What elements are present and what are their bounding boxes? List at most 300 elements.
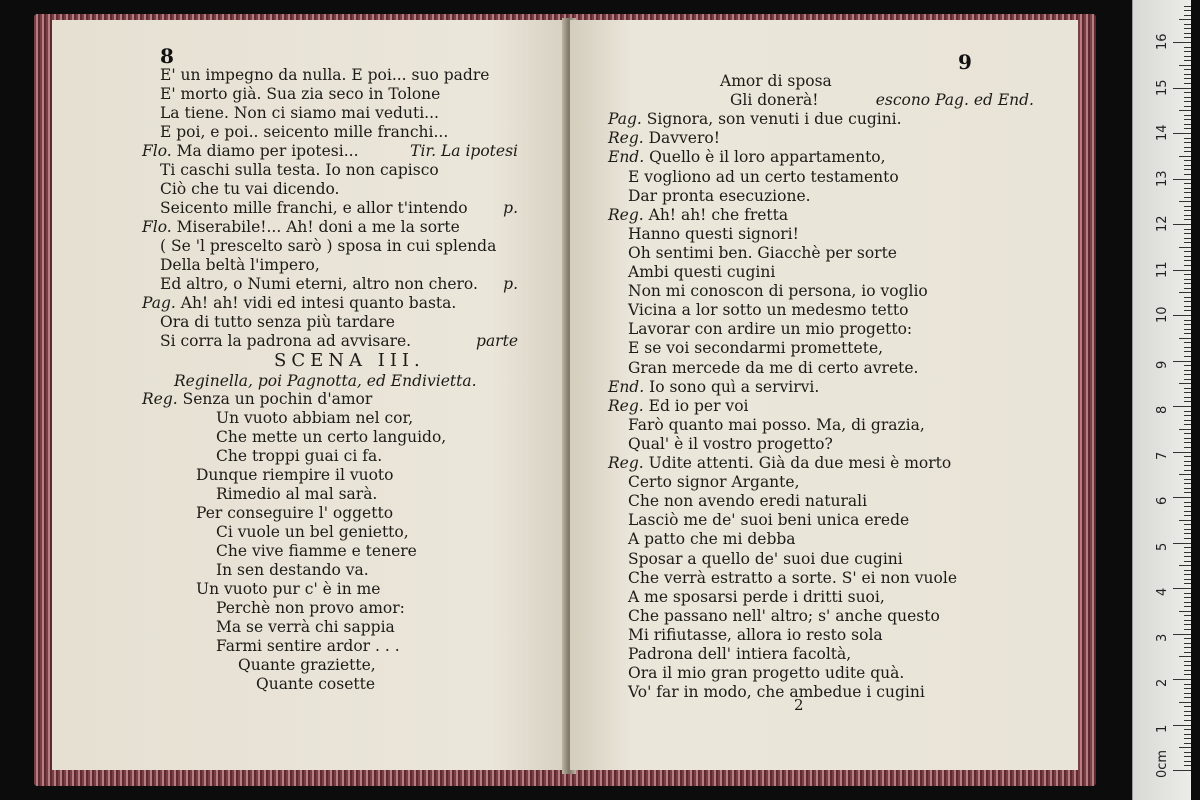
ruler-tick xyxy=(1184,461,1191,462)
ruler-tick xyxy=(1184,547,1191,548)
line-text: Si corra la padrona ad avvisare. xyxy=(160,332,412,350)
ruler-tick xyxy=(1184,101,1191,102)
ruler-tick xyxy=(1184,538,1191,539)
ruler-tick xyxy=(1179,656,1191,657)
text-line xyxy=(628,320,912,338)
line-text: Per conseguire l' oggetto xyxy=(196,504,394,522)
ruler-tick xyxy=(1184,356,1191,357)
text-line xyxy=(216,618,395,636)
ruler-tick xyxy=(1173,224,1191,225)
ruler-tick xyxy=(1184,56,1191,57)
ruler-tick xyxy=(1184,310,1191,311)
ruler-tick xyxy=(1184,251,1191,252)
ruler-tick xyxy=(1179,383,1191,384)
ruler-tick xyxy=(1184,502,1191,503)
ruler-tick xyxy=(1184,78,1191,79)
ruler-tick xyxy=(1184,442,1191,443)
ruler-tick xyxy=(1173,42,1191,43)
ruler-tick xyxy=(1184,183,1191,184)
ruler-tick xyxy=(1184,556,1191,557)
ruler-tick xyxy=(1184,729,1191,730)
text-line xyxy=(608,397,748,415)
cast-line: Reginella, poi Pagnotta, ed Endivietta. xyxy=(174,372,477,390)
speaker-label: Flo. xyxy=(142,142,177,160)
text-line xyxy=(628,664,904,682)
ruler-tick xyxy=(1184,297,1191,298)
ruler-tick xyxy=(1184,15,1191,16)
line-text: Vicina a lor sotto un medesmo tetto xyxy=(628,301,909,320)
line-text: In sen destando va. xyxy=(216,561,369,579)
line-text: E poi, e poi.. seicento mille franchi... xyxy=(160,123,449,141)
ruler-tick xyxy=(1173,179,1191,180)
ruler-tick xyxy=(1184,561,1191,562)
text-line xyxy=(160,199,468,217)
ruler-tick xyxy=(1179,65,1191,66)
line-text: Perchè non provo amor: xyxy=(216,599,405,617)
ruler-tick xyxy=(1184,160,1191,161)
text-line xyxy=(628,244,897,262)
line-text: Non mi conoscon di persona, io voglio xyxy=(628,282,928,301)
text-line xyxy=(216,599,405,617)
ruler-tick xyxy=(1184,734,1191,735)
line-text: Che mette un certo languido, xyxy=(216,428,447,446)
line-text: Ma diamo per ipotesi... xyxy=(176,142,359,160)
text-line xyxy=(628,282,928,300)
text-line xyxy=(142,390,372,408)
ruler-tick xyxy=(1184,238,1191,239)
ruler-tick xyxy=(1184,324,1191,325)
ruler-tick xyxy=(1184,60,1191,61)
ruler-tick xyxy=(1184,415,1191,416)
ruler-tick xyxy=(1184,165,1191,166)
ruler-tick xyxy=(1184,28,1191,29)
line-text: Oh sentimi ben. Giacchè per sorte xyxy=(628,243,897,262)
line-text: Ah! ah! vidi ed intesi quanto basta. xyxy=(180,294,457,312)
ruler-tick xyxy=(1184,106,1191,107)
text-line xyxy=(608,454,951,472)
line-text: Vo' far in modo, che ambedue i cugini xyxy=(628,683,925,702)
ruler-tick xyxy=(1184,506,1191,507)
text-line xyxy=(160,66,489,84)
text-line xyxy=(160,275,478,293)
line-text: Che passano nell' altro; s' anche questo xyxy=(628,606,940,625)
ruler-tick xyxy=(1184,743,1191,744)
ruler-tick xyxy=(1184,652,1191,653)
ruler-tick xyxy=(1184,602,1191,603)
text-line xyxy=(216,485,377,503)
text-line xyxy=(628,168,899,186)
text-line xyxy=(216,637,400,655)
ruler-tick xyxy=(1179,611,1191,612)
text-line xyxy=(216,561,369,579)
line-text: A me sposarsi perde i dritti suoi, xyxy=(628,587,885,606)
ruler-tick xyxy=(1184,283,1191,284)
ruler-tick xyxy=(1184,738,1191,739)
ruler-tick xyxy=(1184,752,1191,753)
ruler-tick xyxy=(1184,37,1191,38)
text-line xyxy=(216,542,417,560)
text-line xyxy=(628,607,940,625)
ruler-tick xyxy=(1173,361,1191,362)
ruler-number: 1 xyxy=(1155,724,1170,733)
ruler-tick xyxy=(1179,702,1191,703)
line-text: Lavorar con ardire un mio progetto: xyxy=(628,320,913,339)
ruler-tick xyxy=(1184,128,1191,129)
ruler-tick xyxy=(1184,147,1191,148)
text-line xyxy=(160,332,411,350)
line-text: Udite attenti. Già da due mesi è morto xyxy=(648,454,952,472)
line-text: E vogliono ad un certo testamento xyxy=(628,167,899,186)
text-line xyxy=(720,72,832,90)
ruler-tick xyxy=(1184,570,1191,571)
text-line xyxy=(160,85,440,103)
line-text: Dunque riempire il vuoto xyxy=(196,466,394,484)
ruler-tick xyxy=(1184,433,1191,434)
ruler-tick xyxy=(1173,406,1191,407)
line-text: Ora di tutto senza più tardare xyxy=(160,313,395,331)
line-text: Ah! ah! che fretta xyxy=(648,205,789,224)
ruler-tick xyxy=(1179,520,1191,521)
text-line xyxy=(608,378,819,396)
text-line xyxy=(628,416,925,434)
ruler-tick xyxy=(1184,329,1191,330)
ruler-tick xyxy=(1184,301,1191,302)
ruler-tick xyxy=(1184,24,1191,25)
ruler-tick xyxy=(1184,479,1191,480)
line-text: Padrona dell' intiera facoltà, xyxy=(628,645,852,663)
text-line xyxy=(160,256,320,274)
ruler-tick xyxy=(1184,533,1191,534)
ruler-tick xyxy=(1184,761,1191,762)
ruler-tick xyxy=(1184,233,1191,234)
text-line xyxy=(608,206,788,224)
text-line xyxy=(238,656,376,674)
line-text: Quante cosette xyxy=(256,675,376,693)
ruler-number: 10 xyxy=(1155,306,1170,323)
text-line xyxy=(628,626,883,644)
line-text: Un vuoto pur c' è in me xyxy=(196,580,381,598)
line-text: Ma se verrà chi sappia xyxy=(216,618,395,636)
ruler-tick xyxy=(1184,447,1191,448)
text-line xyxy=(628,187,811,205)
ruler-tick xyxy=(1184,138,1191,139)
line-text: Che troppi guai ci fa. xyxy=(216,447,383,465)
ruler-tick xyxy=(1184,151,1191,152)
ruler-number: 4 xyxy=(1155,587,1170,596)
line-text: Miserabile!... Ah! doni a me la sorte xyxy=(176,218,460,236)
ruler-number: 13 xyxy=(1155,169,1170,187)
ruler-tick xyxy=(1184,593,1191,594)
ruler-tick xyxy=(1184,47,1191,48)
ruler-tick xyxy=(1184,188,1191,189)
ruler-tick xyxy=(1184,347,1191,348)
ruler-tick xyxy=(1173,588,1191,589)
text-line xyxy=(628,550,903,568)
left-page-number: 8 xyxy=(160,44,174,68)
text-line xyxy=(160,180,339,198)
ruler-number: 14 xyxy=(1155,124,1170,141)
text-line xyxy=(142,218,460,236)
ruler-tick xyxy=(1179,110,1191,111)
ruler-tick xyxy=(1184,661,1191,662)
line-text: Davvero! xyxy=(648,129,720,148)
ruler-tick xyxy=(1184,643,1191,644)
ruler-tick xyxy=(1184,260,1191,261)
line-text: Certo signor Argante, xyxy=(628,473,800,492)
text-line xyxy=(628,511,909,529)
stage-direction: p. xyxy=(503,275,518,293)
ruler-number: 15 xyxy=(1155,78,1170,96)
ruler-tick xyxy=(1184,647,1191,648)
ruler-tick xyxy=(1184,365,1191,366)
ruler-tick xyxy=(1179,565,1191,566)
ruler-tick xyxy=(1184,206,1191,207)
ruler-tick xyxy=(1184,242,1191,243)
text-line xyxy=(628,435,833,453)
right-page-number: 9 xyxy=(958,50,972,74)
text-line xyxy=(142,142,359,160)
line-text: E' un impegno da nulla. E poi... suo padre xyxy=(160,66,490,84)
line-text: Sposar a quello de' suoi due cugini xyxy=(628,549,903,568)
ruler-tick xyxy=(1184,465,1191,466)
speaker-label: Pag. xyxy=(142,294,181,312)
ruler-number: 0cm xyxy=(1155,749,1170,778)
ruler-tick xyxy=(1184,424,1191,425)
stage-direction: parte xyxy=(476,332,518,350)
line-text: Signora, son venuti i due cugini. xyxy=(646,110,902,129)
ruler-tick xyxy=(1184,33,1191,34)
line-text: Hanno questi signori! xyxy=(628,224,799,243)
ruler-tick xyxy=(1184,215,1191,216)
ruler-tick xyxy=(1184,574,1191,575)
stage-direction: Tir. La ipotesi xyxy=(410,142,518,160)
ruler-tick xyxy=(1184,388,1191,389)
line-text: Rimedio al mal sarà. xyxy=(216,485,378,503)
ruler-tick xyxy=(1184,192,1191,193)
ruler-tick xyxy=(1184,483,1191,484)
ruler-tick xyxy=(1184,401,1191,402)
ruler-tick xyxy=(1184,6,1191,7)
ruler-tick xyxy=(1184,392,1191,393)
ruler-tick xyxy=(1184,620,1191,621)
line-text: Ora il mio gran progetto udite quà. xyxy=(628,664,905,683)
text-line xyxy=(628,569,957,587)
ruler-tick xyxy=(1184,765,1191,766)
ruler-tick xyxy=(1184,306,1191,307)
ruler-tick xyxy=(1184,693,1191,694)
ruler-tick xyxy=(1179,292,1191,293)
line-text: Farò quanto mai posso. Ma, di grazia, xyxy=(628,415,925,434)
text-line xyxy=(608,129,720,147)
ruler-tick xyxy=(1184,210,1191,211)
ruler-tick xyxy=(1179,19,1191,20)
ruler-number: 5 xyxy=(1155,542,1170,551)
ruler-tick xyxy=(1179,474,1191,475)
line-text: Mi rifiutasse, allora io resto sola xyxy=(628,625,883,644)
line-text: Ti caschi sulla testa. Io non capisco xyxy=(160,161,439,179)
ruler-tick xyxy=(1184,488,1191,489)
ruler-number: 3 xyxy=(1155,633,1170,642)
text-line xyxy=(196,504,393,522)
ruler-tick xyxy=(1184,115,1191,116)
ruler-tick xyxy=(1179,201,1191,202)
ruler-tick xyxy=(1184,756,1191,757)
ruler-number: 7 xyxy=(1155,451,1170,460)
ruler-tick xyxy=(1173,634,1191,635)
ruler-tick xyxy=(1184,370,1191,371)
speaker-label: Reg. xyxy=(608,129,649,148)
ruler-tick xyxy=(1184,351,1191,352)
ruler-tick xyxy=(1184,706,1191,707)
scene-title: SCENA III. xyxy=(274,350,425,371)
line-text: Io sono quì a servirvi. xyxy=(649,377,820,396)
ruler-tick xyxy=(1184,74,1191,75)
ruler-tick xyxy=(1173,133,1191,134)
text-line xyxy=(160,237,496,255)
ruler-tick xyxy=(1173,452,1191,453)
ruler-tick xyxy=(1184,124,1191,125)
ruler-tick xyxy=(1184,142,1191,143)
ruler-tick xyxy=(1184,274,1191,275)
line-text: E se voi secondarmi promettete, xyxy=(628,339,884,358)
ruler-tick xyxy=(1179,338,1191,339)
ruler-tick xyxy=(1184,529,1191,530)
ruler-tick xyxy=(1184,51,1191,52)
stage-direction: escono Pag. ed End. xyxy=(875,91,1034,110)
text-line xyxy=(628,339,883,357)
line-text: Quello è il loro appartamento, xyxy=(649,148,886,167)
ruler-tick xyxy=(1184,69,1191,70)
line-text: Ed io per voi xyxy=(648,396,749,415)
ruler-tick xyxy=(1184,684,1191,685)
ruler-tick xyxy=(1184,629,1191,630)
text-line xyxy=(628,225,799,243)
ruler-tick xyxy=(1179,247,1191,248)
ruler-tick xyxy=(1184,174,1191,175)
text-line xyxy=(196,580,380,598)
line-text: Seicento mille franchi, e allor t'intendo xyxy=(160,199,468,217)
text-line xyxy=(628,530,796,548)
ruler-tick xyxy=(1184,438,1191,439)
ruler-tick xyxy=(1173,679,1191,680)
text-line xyxy=(628,588,885,606)
text-line xyxy=(628,359,918,377)
ruler-tick xyxy=(1184,92,1191,93)
ruler-tick xyxy=(1184,397,1191,398)
ruler-number: 11 xyxy=(1155,260,1170,278)
line-text: Farmi sentire ardor . . . xyxy=(216,637,400,655)
line-text: La tiene. Non ci siamo mai veduti... xyxy=(160,104,439,122)
line-text: Dar pronta esecuzione. xyxy=(628,186,811,205)
text-line xyxy=(608,110,902,128)
ruler-tick xyxy=(1184,674,1191,675)
line-text: Che non avendo eredi naturali xyxy=(628,492,868,511)
ruler-number: 16 xyxy=(1155,33,1170,50)
ruler-tick xyxy=(1184,97,1191,98)
speaker-label: Reg. xyxy=(608,396,649,415)
text-line xyxy=(730,91,819,109)
text-line xyxy=(142,294,456,312)
ruler-tick xyxy=(1184,711,1191,712)
ruler-tick xyxy=(1179,747,1191,748)
line-text: Che verrà estratto a sorte. S' ei non vuole xyxy=(628,568,957,587)
ruler-tick xyxy=(1184,624,1191,625)
ruler-tick xyxy=(1184,524,1191,525)
ruler-tick xyxy=(1184,333,1191,334)
ruler-tick xyxy=(1184,715,1191,716)
ruler-tick xyxy=(1184,279,1191,280)
right-page xyxy=(570,20,1078,770)
line-text: Ambi questi cugini xyxy=(628,263,776,281)
ruler-tick xyxy=(1184,320,1191,321)
text-line xyxy=(628,263,775,281)
ruler-tick xyxy=(1184,552,1191,553)
ruler-tick xyxy=(1184,492,1191,493)
ruler-tick xyxy=(1184,219,1191,220)
ruler-tick xyxy=(1184,511,1191,512)
line-text: Qual' è il vostro progetto? xyxy=(628,434,833,453)
line-text: Gran mercede da me di certo avrete. xyxy=(628,358,919,377)
line-text: Quante graziette, xyxy=(238,656,376,674)
signature-mark: 2 xyxy=(794,696,804,714)
ruler-tick xyxy=(1184,342,1191,343)
ruler-tick xyxy=(1184,638,1191,639)
ruler-tick xyxy=(1184,583,1191,584)
ruler-tick xyxy=(1184,670,1191,671)
line-text: Della beltà l'impero, xyxy=(160,256,320,274)
ruler-tick xyxy=(1173,270,1191,271)
ruler-number: 2 xyxy=(1155,678,1170,687)
ruler-tick xyxy=(1173,543,1191,544)
ruler-tick xyxy=(1184,229,1191,230)
line-text: Ci vuole un bel genietto, xyxy=(216,523,409,541)
ruler-tick xyxy=(1173,725,1191,726)
ruler-number: 9 xyxy=(1155,360,1170,369)
line-text: Senza un pochin d'amor xyxy=(182,390,373,408)
ruler-tick xyxy=(1184,665,1191,666)
ruler-tick xyxy=(1184,83,1191,84)
line-text: Ciò che tu vai dicendo. xyxy=(160,180,340,198)
ruler-tick xyxy=(1173,88,1191,89)
ruler-tick xyxy=(1184,256,1191,257)
ruler-tick xyxy=(1184,597,1191,598)
text-line xyxy=(628,645,851,663)
text-line xyxy=(628,301,908,319)
ruler-number: 6 xyxy=(1155,496,1170,505)
ruler-tick xyxy=(1173,497,1191,498)
ruler-tick xyxy=(1184,169,1191,170)
text-line xyxy=(216,409,413,427)
ruler-tick xyxy=(1179,429,1191,430)
speaker-label: Reg. xyxy=(608,454,649,472)
text-line xyxy=(196,466,394,484)
ruler-tick xyxy=(1184,379,1191,380)
line-text: Un vuoto abbiam nel cor, xyxy=(216,409,414,427)
text-line xyxy=(216,428,446,446)
text-line xyxy=(628,492,867,510)
stage-direction: p. xyxy=(503,199,518,217)
ruler-tick xyxy=(1173,315,1191,316)
ruler-tick xyxy=(1184,411,1191,412)
ruler-tick xyxy=(1184,515,1191,516)
ruler-tick xyxy=(1173,770,1191,771)
text-line xyxy=(256,675,375,693)
speaker-label: Pag. xyxy=(608,110,647,129)
speaker-label: Reg. xyxy=(608,205,649,224)
ruler-tick xyxy=(1184,374,1191,375)
line-text: Amor di sposa xyxy=(720,72,832,90)
text-line xyxy=(628,683,925,701)
